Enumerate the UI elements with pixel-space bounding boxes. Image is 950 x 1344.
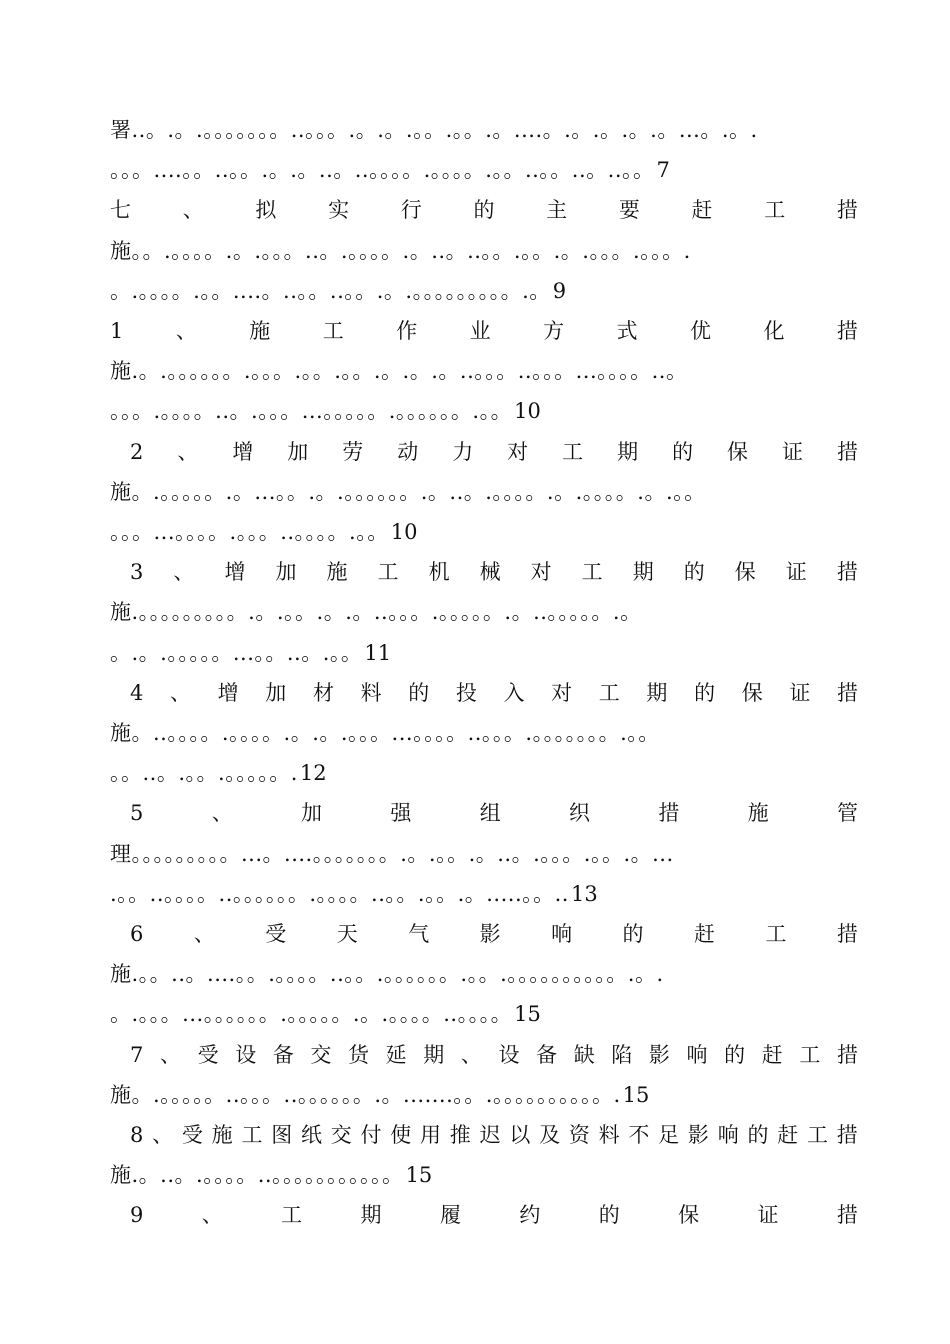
toc-heading-char: 、 [175, 319, 197, 343]
toc-heading-char: 赶 [691, 198, 713, 223]
toc-page-number[interactable]: 15 [405, 1163, 433, 1188]
toc-heading-char: 施 [326, 560, 348, 585]
toc-heading-char: 纸 [300, 1123, 322, 1147]
toc-leader-line [110, 753, 858, 793]
toc-leader-text: 施。.。。。。。..。。。..。。。。。。.。.......。。.。。。。。。。。。。. [110, 1082, 621, 1107]
toc-heading-char: 施 [747, 801, 769, 826]
toc-heading-char: 赶 [761, 1042, 783, 1067]
toc-heading-char: 增 [224, 560, 246, 585]
toc-heading-char: 保 [678, 1203, 700, 1228]
toc-heading-char: 证 [757, 1203, 779, 1228]
toc-heading-char: 力 [452, 439, 474, 464]
toc-heading-char: 的 [622, 922, 644, 946]
toc-entry-heading [130, 793, 858, 833]
toc-heading-char: 以 [509, 1123, 531, 1147]
toc-heading-char: 加 [275, 560, 297, 585]
toc-heading-char: 期 [360, 1203, 382, 1228]
toc-heading-char: 工 [581, 560, 603, 585]
toc-leader-text: 理。。。。。。。。。...。....。。。。。。。.。.。。.。..。.。。。.。。.。... [110, 841, 674, 866]
toc-heading-char: 陷 [611, 1042, 633, 1067]
toc-heading-char: 材 [312, 680, 334, 705]
toc-leader-line [110, 1075, 858, 1115]
toc-heading-char: 七 [110, 198, 131, 223]
toc-heading-char: 期 [646, 680, 668, 705]
toc-heading-char: 响 [717, 1123, 739, 1147]
toc-heading-char: 及 [539, 1123, 561, 1147]
toc-heading-char: 加 [301, 801, 323, 826]
toc-heading-char: 料 [360, 680, 382, 705]
toc-heading-char: 设 [498, 1042, 520, 1067]
toc-heading-char: 组 [479, 801, 501, 826]
toc-heading-char: 、 [173, 560, 195, 585]
toc-heading-char: 织 [569, 801, 591, 826]
toc-heading-char: 影 [648, 1042, 670, 1067]
toc-heading-char: 工 [765, 922, 787, 946]
toc-heading-char: 实 [328, 198, 350, 223]
toc-leader-line [110, 834, 858, 874]
toc-heading-char: 证 [789, 680, 811, 705]
toc-heading-char: 措 [836, 439, 858, 464]
toc-leader-text: 。。。....。。..。。.。.。..。..。。。。.。。。。.。。..。。..。..。。 [110, 158, 655, 183]
toc-heading-char: 交 [330, 1123, 352, 1147]
toc-heading-char: 强 [390, 801, 412, 826]
toc-heading-char: 加 [287, 439, 309, 464]
toc-heading-char: 措 [836, 319, 858, 343]
toc-heading-char: 要 [618, 198, 640, 223]
toc-heading-char: 主 [546, 198, 568, 223]
toc-heading-char: 工 [764, 198, 786, 223]
toc-heading-char: 工 [806, 1123, 828, 1147]
toc-heading-char: 方 [543, 319, 565, 343]
toc-heading-char: 工 [377, 560, 399, 585]
toc-heading-char: 工 [799, 1042, 821, 1067]
toc-leader-line [110, 592, 858, 632]
toc-heading-char: 5 [130, 801, 144, 826]
toc-heading-char: 措 [836, 1042, 858, 1067]
toc-heading-char: 作 [396, 319, 418, 343]
toc-heading-char: 、 [152, 1123, 174, 1147]
toc-heading-char: 措 [658, 801, 680, 826]
toc-heading-char: 的 [473, 198, 495, 223]
toc-heading-char: 的 [694, 680, 716, 705]
toc-heading-char: 6 [130, 922, 144, 946]
toc-heading-char: 对 [507, 439, 529, 464]
toc-entry-heading [130, 673, 858, 713]
toc-leader-line [110, 954, 858, 994]
toc-heading-char: 行 [400, 198, 422, 223]
toc-heading-char: 加 [265, 680, 287, 705]
toc-heading-char: 业 [469, 319, 491, 343]
toc-heading-char: 、 [159, 1042, 181, 1067]
toc-heading-char: 用 [420, 1123, 442, 1147]
toc-heading-char: 保 [734, 560, 756, 585]
toc-heading-char: 料 [598, 1123, 620, 1147]
toc-heading-char: 期 [423, 1042, 445, 1067]
toc-entry-heading [130, 914, 858, 954]
toc-heading-char: 赶 [694, 922, 715, 946]
toc-heading-char: 天 [336, 922, 358, 946]
toc-leader-line [110, 271, 858, 311]
toc-heading-char: 证 [782, 439, 803, 464]
toc-leader-text: 。。..。.。。.。。。。。. [110, 761, 298, 786]
toc-leader-text: 施.。。..。....。。.。。。。..。。.。。。。。。.。。.。。。。。。。。。。.。. [110, 962, 664, 987]
toc-heading-char: 使 [390, 1123, 412, 1147]
toc-leader-text: 施。。.。。。。.。.。。。..。.。。。。.。..。..。。.。。.。.。。。.。。。. [110, 238, 691, 263]
toc-heading-char: 械 [479, 560, 501, 585]
toc-heading-char: 付 [360, 1123, 382, 1147]
toc-leader-line [110, 110, 858, 150]
toc-leader-text: 施。.。。。。。.。...。。.。.。。。。。。.。..。.。。。。.。.。。。。.。.。。 [110, 479, 706, 504]
toc-heading-char: 缺 [573, 1042, 595, 1067]
toc-heading-char: 动 [397, 439, 419, 464]
toc-heading-char: 足 [658, 1123, 680, 1147]
toc-heading-char: 影 [687, 1123, 709, 1147]
toc-heading-char: 影 [479, 922, 501, 946]
toc-heading-char: 受 [265, 922, 287, 946]
toc-leader-text: 署..。.。.。。。。。。。..。。。.。.。.。。.。。.。....。.。.。.。.。...。.。. [110, 118, 758, 142]
toc-leader-line [110, 512, 858, 552]
toc-heading-char: 保 [727, 439, 749, 464]
toc-leader-line [110, 713, 858, 753]
toc-leader-line [110, 994, 858, 1034]
toc-heading-char: 投 [455, 680, 477, 705]
toc-heading-char: 响 [686, 1042, 708, 1067]
toc-page-number[interactable]: 13 [570, 881, 598, 906]
toc-heading-char: 、 [177, 439, 199, 464]
toc-leader-line [110, 231, 858, 271]
toc-leader-text: 。.。.。。。。。...。。..。.。。 [110, 640, 363, 665]
toc-heading-char: 资 [568, 1123, 590, 1147]
toc-heading-char: 管 [837, 801, 858, 826]
toc-heading-char: 的 [672, 439, 694, 464]
toc-page-number[interactable]: 11 [364, 640, 392, 665]
toc-heading-char: 3 [130, 560, 144, 585]
toc-entry-heading [130, 432, 858, 472]
toc-leader-line [110, 472, 858, 512]
toc-heading-char: 、 [193, 922, 215, 946]
toc-heading-char: 措 [836, 1203, 858, 1228]
toc-heading-char: 7 [130, 1042, 144, 1067]
toc-entry-heading [130, 1035, 858, 1075]
toc-heading-char: 迟 [479, 1123, 501, 1147]
toc-page-number[interactable]: 7 [656, 158, 670, 183]
toc-heading-char: 2 [130, 439, 144, 464]
toc-heading-char: 措 [836, 1123, 858, 1147]
toc-heading-char: 化 [763, 319, 785, 343]
toc-heading-char: 的 [724, 1042, 746, 1067]
toc-heading-char: 1 [110, 319, 124, 343]
toc-heading-char: 工 [281, 1203, 303, 1228]
toc-heading-char: 设 [235, 1042, 257, 1067]
toc-leader-text: 施.。.。。。。。。.。。。.。。.。。.。.。.。..。。。..。。。...。。。。..。 [110, 359, 688, 384]
toc-leader-text: 施.。..。.。。。。..。。。。。。。。。。。 [110, 1163, 404, 1188]
toc-heading-char: 、 [460, 1042, 482, 1067]
toc-heading-char: 延 [385, 1042, 407, 1067]
toc-heading-char: 交 [310, 1042, 332, 1067]
toc-entry-heading [110, 311, 858, 351]
toc-heading-char: 响 [551, 922, 573, 946]
toc-leader-text: 施。..。。。。.。。。。.。.。.。。。...。。。。..。。。.。。。。。。。.。。 [110, 721, 660, 745]
toc-heading-char: 措 [836, 922, 858, 946]
toc-entry-heading [110, 190, 858, 230]
toc-heading-char: 的 [683, 560, 705, 585]
toc-page-number[interactable]: 15 [622, 1082, 650, 1107]
toc-leader-text: 。.。。。...。。。。。。.。。。。。.。.。。。。..。。。。 [110, 1002, 513, 1027]
toc-heading-char: 措 [836, 680, 858, 705]
toc-leader-text: 。.。。。。.。。....。..。。..。。.。.。。。。。。。。。.。 [110, 278, 551, 303]
toc-heading-char: 约 [519, 1203, 541, 1228]
toc-leader-text: .。。..。。。。..。。。。。。.。。。。..。。.。。.。.....。。.. [110, 881, 569, 906]
toc-heading-char: 不 [628, 1123, 650, 1147]
toc-heading-char: 的 [747, 1123, 769, 1147]
toc-heading-char: 气 [408, 922, 430, 946]
toc-heading-char: 增 [217, 680, 239, 705]
toc-heading-char: 货 [348, 1042, 370, 1067]
toc-leader-text: 。。。.。。。。..。.。。。...。。。。。.。。。。。。.。。 [110, 399, 513, 424]
toc-heading-char: 施 [249, 319, 271, 343]
toc-heading-char: 工 [562, 439, 584, 464]
toc-heading-char: 的 [598, 1203, 620, 1228]
toc-heading-char: 工 [241, 1123, 263, 1147]
toc-heading-char: 机 [428, 560, 450, 585]
toc-leader-text: 。。。...。。。。.。。。..。。。。.。。 [110, 520, 389, 544]
toc-heading-char: 受 [197, 1042, 219, 1067]
toc-heading-char: 工 [322, 319, 344, 343]
toc-heading-char: 的 [408, 680, 430, 705]
toc-page-number[interactable]: 12 [299, 761, 327, 786]
toc-heading-char: 拟 [255, 198, 277, 223]
toc-heading-char: 备 [536, 1042, 558, 1067]
toc-heading-char: 式 [616, 319, 638, 343]
toc-heading-char: 措 [836, 198, 858, 223]
toc-heading-char: 4 [130, 680, 144, 705]
toc-page-number[interactable]: 10 [514, 399, 541, 424]
toc-heading-char: 措 [836, 560, 858, 585]
toc-heading-char: 对 [551, 680, 573, 705]
toc-heading-char: 、 [170, 680, 192, 705]
toc-leader-line [110, 1155, 858, 1195]
toc-heading-char: 、 [211, 801, 233, 826]
toc-heading-char: 9 [130, 1203, 144, 1228]
toc-leader-line [110, 633, 858, 673]
toc-heading-char: 施 [211, 1123, 233, 1147]
toc-heading-char: 对 [530, 560, 552, 585]
toc-entry-heading [130, 1195, 858, 1235]
toc-leader-line [110, 351, 858, 391]
toc-heading-char: 推 [449, 1123, 471, 1147]
toc-heading-char: 期 [632, 560, 654, 585]
toc-leader-line [110, 391, 858, 431]
toc-leader-text: 施.。。。。。。。。。.。.。。.。.。..。。。.。。。。。.。..。。。。。.。 [110, 600, 642, 625]
toc-page-number[interactable]: 9 [552, 278, 567, 303]
toc-heading-char: 履 [439, 1203, 461, 1228]
toc-heading-char: 入 [503, 680, 525, 705]
toc-heading-char: 优 [690, 319, 711, 343]
toc-heading-char: 证 [785, 560, 807, 585]
toc-page-number[interactable]: 15 [514, 1002, 541, 1027]
toc-heading-char: 受 [181, 1123, 203, 1147]
toc-leader-line [110, 874, 858, 914]
toc-heading-char: 赶 [777, 1123, 799, 1147]
toc-heading-char: 图 [271, 1123, 293, 1147]
toc-entry-heading [130, 552, 858, 592]
toc-heading-char: 8 [130, 1123, 144, 1147]
toc-leader-line [110, 150, 858, 190]
toc-heading-char: 保 [741, 680, 763, 705]
toc-heading-char: 、 [182, 198, 204, 223]
toc-heading-char: 期 [617, 439, 639, 464]
toc-heading-char: 工 [598, 680, 620, 705]
toc-page-number[interactable]: 10 [390, 520, 418, 544]
toc-entry-heading [130, 1115, 858, 1155]
toc-heading-char: 、 [201, 1203, 223, 1228]
toc-heading-char: 备 [272, 1042, 294, 1067]
toc-heading-char: 增 [232, 439, 254, 464]
toc-heading-char: 劳 [342, 439, 364, 464]
